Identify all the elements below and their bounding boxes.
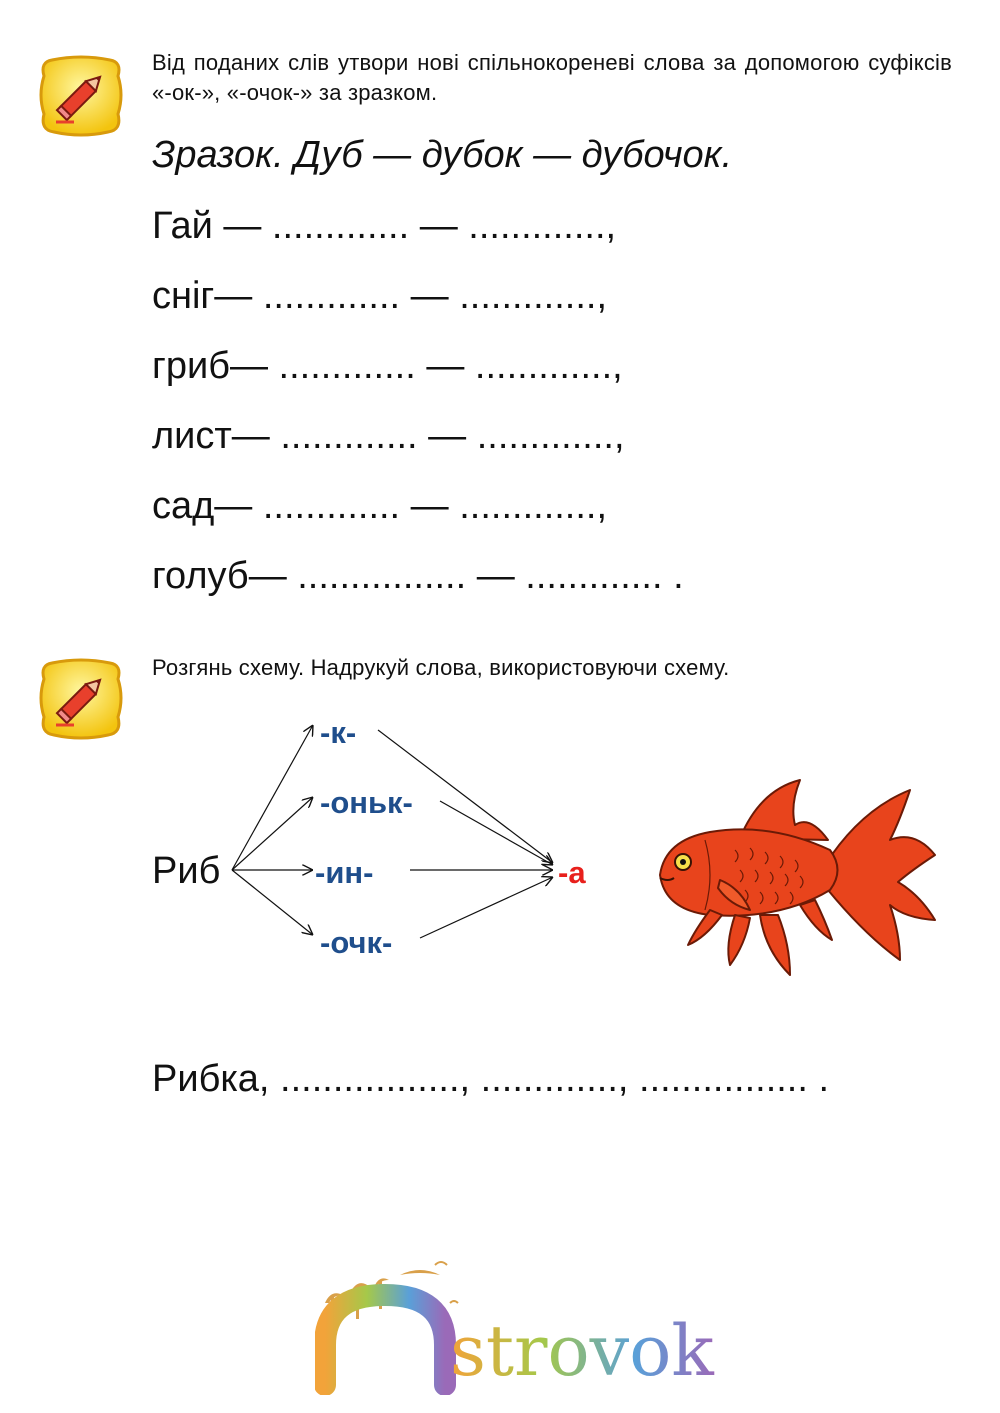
pencil-icon — [38, 655, 124, 741]
logo-wordmark: strovok — [450, 1310, 714, 1392]
exercise-row[interactable]: сніг— ............. — ............., — [152, 275, 608, 317]
task2-instruction: Розгянь схему. Надрукуй слова, використовуючи схему. — [152, 655, 730, 680]
sample-line: Зразок. Дуб — дубок — дубочок. — [152, 134, 733, 176]
goldfish-illustration — [650, 770, 950, 980]
ostrovok-logo — [315, 1245, 755, 1395]
exercise-row[interactable]: сад— ............. — ............., — [152, 485, 608, 527]
suffix-yn: -ин- — [315, 855, 374, 890]
pencil-icon — [38, 52, 124, 138]
exercise-row[interactable]: Гай — ............. — ............., — [152, 205, 617, 247]
suffix-onk: -оньк- — [320, 785, 413, 820]
suffix-ochk: -очк- — [320, 925, 393, 960]
scheme-root: Риб — [152, 850, 221, 892]
exercise-row[interactable]: гриб— ............. — ............., — [152, 345, 623, 387]
answer-line[interactable]: Рибка, ................., ............., ................ . — [152, 1058, 830, 1100]
task1-instruction: Від поданих слів утвори нові спільнокореневі слова за допомогою суфіксів «-ок-», «-очок-» за зразком. — [152, 50, 952, 105]
word-formation-scheme — [150, 700, 620, 980]
ending-a: -а — [558, 855, 586, 890]
exercise-row[interactable]: голуб— ................ — ............. . — [152, 555, 684, 597]
exercise-row[interactable]: лист— ............. — ............., — [152, 415, 625, 457]
suffix-k: -к- — [320, 715, 357, 750]
